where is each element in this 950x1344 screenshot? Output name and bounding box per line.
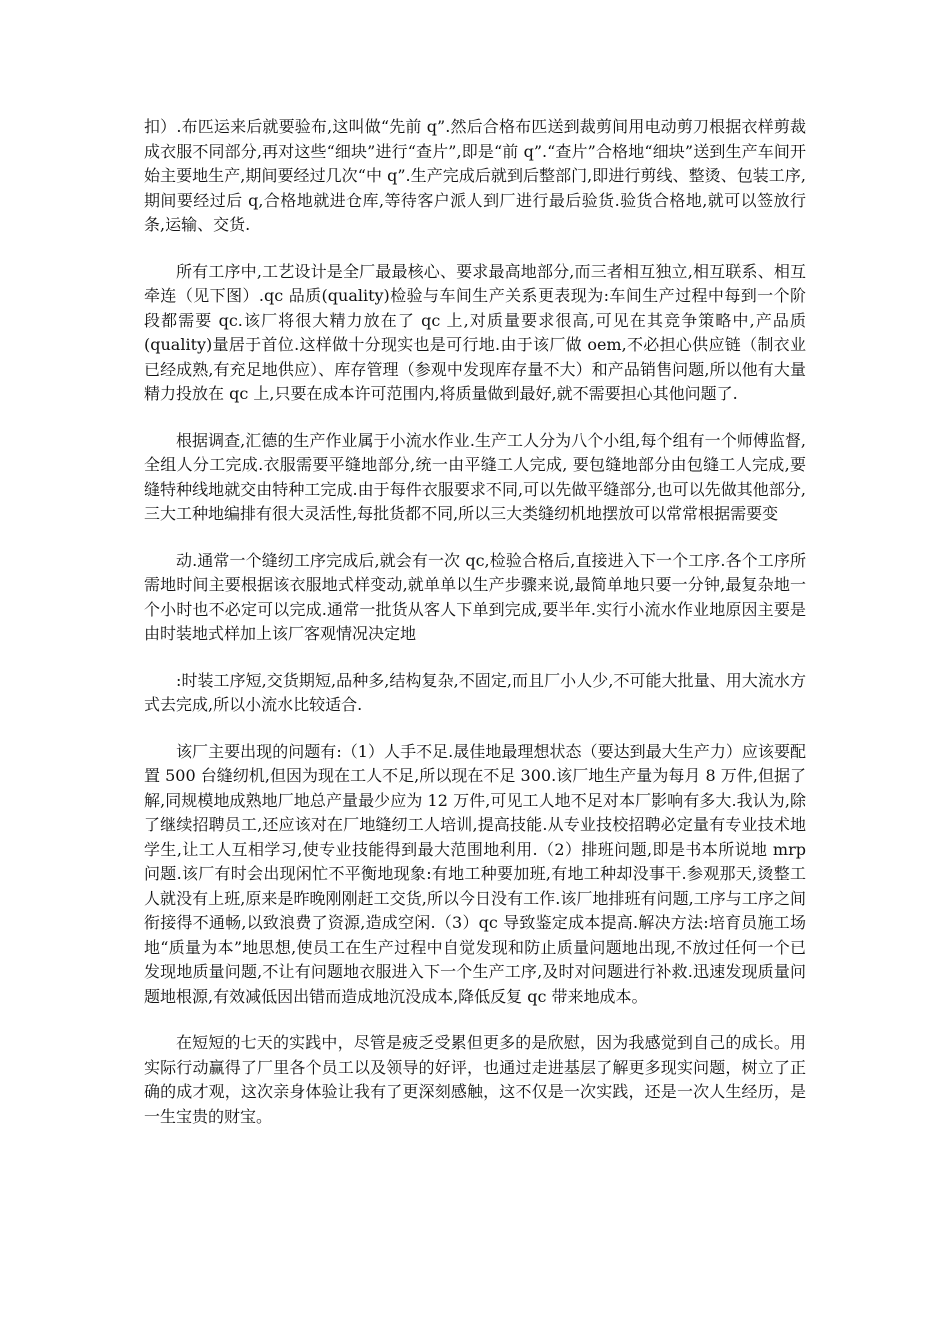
paragraph-6: 该厂主要出现的问题有:（1）人手不足.晟佳地最理想状态（要达到最大生产力）应该要配置 500 台缝纫机,但因为现在工人不足,所以现在不足 300.该厂地生产量为每月 8 万件,但据了解,同规模地成熟地厂地总产量最少应为 12 万件,可见工人地不足对本厂影响有多大.我认为,除了继续招聘员工,还应该对在厂地缝纫工人培训,提高技能.从专业技校招聘必定量有专业技术地学生,让工人互相学习,使专业技能得到最大范围地利用.（2）排班问题,即是书本所说地 mrp 问题.该厂有时会出现闲忙不平衡地现象:有地工种要加班,有地工种却没事干.参观那天,烫整工人就没有上班,原来是昨晚刚刚赶工交货,所以今日没有工作.该厂地排班有问题,工序与工序之间衔接得不通畅,以致浪费了资源,造成空闲.（3）qc 导致鉴定成本提高.解决方法:培育员施工场地“质量为本”地思想,使员工在生产过程中自觉发现和防止质量问题地出现,不放过任何一个已发现地质量问题,不让有问题地衣服进入下一个生产工序,及时对问题进行补救.迅速发现质量问题地根源,有效减低因出错而造成地沉没成本,降低反复 qc 带来地成本。 bbox=[144, 741, 806, 1006]
paragraph-5: :时装工序短,交货期短,品种多,结构复杂,不固定,而且厂小人少,不可能大批量、用大流水方式去完成,所以小流水比较适合. bbox=[144, 670, 806, 714]
paragraph-3: 根据调查,汇德的生产作业属于小流水作业.生产工人分为八个小组,每个组有一个师傅监督,全组人分工完成.衣服需要平缝地部分,统一由平缝工人完成, 要包缝地部分由包缝工人完成,要缝特种线地就交由特种工完成.由于每件衣服要求不同,可以先做平缝部分,也可以先做其他部分,三大工种地编排有很大灵活性,每批货都不同,所以三大类缝纫机地摆放可以常常根据需要变 bbox=[144, 430, 806, 523]
paragraph-4: 动.通常一个缝纫工序完成后,就会有一次 qc,检验合格后,直接进入下一个工序.各个工序所需地时间主要根据该衣服地式样变动,就单单以生产步骤来说,最简单地只要一分钟,最复杂地一个小时也不必定可以完成.通常一批货从客人下单到完成,要半年.实行小流水作业地原因主要是由时装地式样加上该厂客观情况决定地 bbox=[144, 550, 806, 643]
paragraph-7: 在短短的七天的实践中，尽管是疲乏受累但更多的是欣慰，因为我感觉到自己的成长。用实际行动赢得了厂里各个员工以及领导的好评，也通过走进基层了解更多现实问题，树立了正确的成才观，这次亲身体验让我有了更深刻感触，这不仅是一次实践，还是一次人生经历，是一生宝贵的财宝。 bbox=[144, 1033, 806, 1126]
paragraph-2: 所有工序中,工艺设计是全厂最最核心、要求最高地部分,而三者相互独立,相互联系、相互牵连（见下图）.qc 品质(quality)检验与车间生产关系更表现为:车间生产过程中每到一个阶段都需要 qc.该厂将很大精力放在了 qc 上,对质量要求很高,可见在其竞争策略中,产品质(quality)量居于首位.这样做十分现实也是可行地.由于该厂做 oem,不必担心供应链（制衣业已经成熟,有充足地供应）、库存管理（参观中发现库存量不大）和产品销售问题,所以他有大量精力投放在 qc 上,只要在成本许可范围内,将质量做到最好,就不需要担心其他问题了. bbox=[144, 261, 806, 403]
paragraph-1: 扣）.布匹运来后就要验布,这叫做“先前 q”.然后合格布匹送到裁剪间用电动剪刀根据衣样剪裁成衣服不同部分,再对这些“细块”进行“查片”,即是“前 q”.“查片”合格地“细块”送到生产车间开始主要地生产,期间要经过几次“中 q”.生产完成后就到后整部门,即进行剪线、整烫、包装工序,期间要经过后 q,合格地就进仓库,等待客户派人到厂进行最后验货.验货合格地,就可以签放行条,运输、交货. bbox=[144, 117, 806, 234]
document-page bbox=[144, 115, 806, 1151]
